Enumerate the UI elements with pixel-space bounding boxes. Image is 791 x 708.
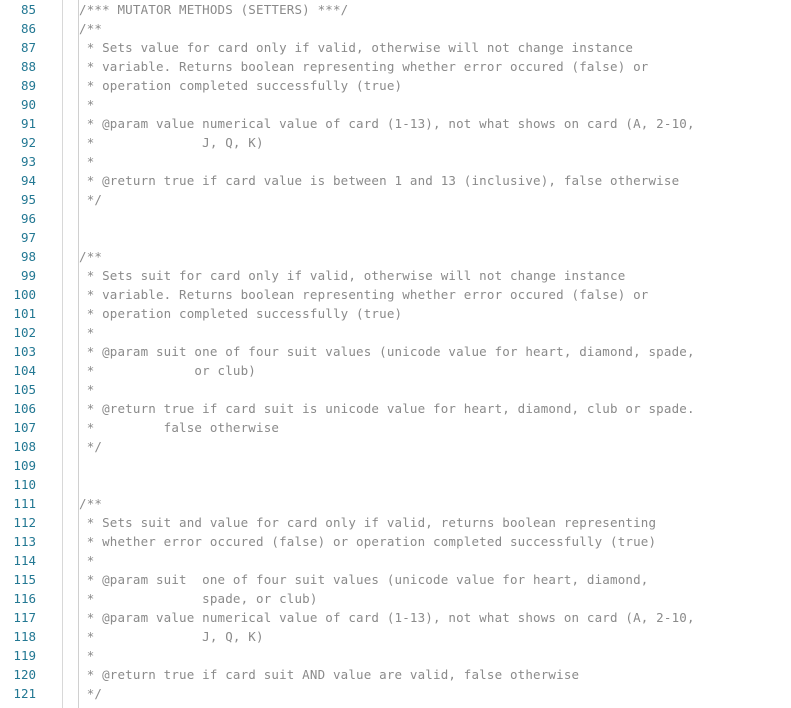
code-text: * operation completed successfully (true) [79,306,403,321]
code-text: * [79,97,95,112]
code-line[interactable] [0,266,791,285]
line-number: 85 [20,2,36,17]
line-number: 96 [20,211,36,226]
code-text: * Sets value for card only if valid, otherwise will not change instance [79,40,634,55]
code-line[interactable] [0,418,791,437]
code-text: * J, Q, K) [79,629,264,644]
code-text: * variable. Returns boolean representing whether error occured (false) or [79,59,649,74]
code-text: * or club) [79,363,256,378]
line-number: 111 [13,496,36,511]
code-text: * [79,154,95,169]
line-number: 110 [13,477,36,492]
line-number: 117 [13,610,36,625]
code-text: /** [79,21,103,36]
line-number: 94 [20,173,36,188]
code-line[interactable] [0,361,791,380]
code-text: /** [79,249,103,264]
line-number: 114 [13,553,36,568]
code-line[interactable] [0,19,791,38]
code-line[interactable] [0,152,791,171]
code-line[interactable] [0,608,791,627]
code-line[interactable] [0,513,791,532]
line-number: 87 [20,40,36,55]
code-line[interactable] [0,399,791,418]
code-line[interactable] [0,190,791,209]
line-number: 88 [20,59,36,74]
line-number: 120 [13,667,36,682]
code-line[interactable] [0,627,791,646]
line-number: 89 [20,78,36,93]
code-text: * [79,648,95,663]
code-line[interactable] [0,456,791,475]
code-text: * operation completed successfully (true) [79,78,403,93]
code-line[interactable] [0,323,791,342]
code-line[interactable] [0,494,791,513]
code-line[interactable] [0,380,791,399]
code-text: * Sets suit and value for card only if valid, returns boolean representing [79,515,657,530]
line-number: 103 [13,344,36,359]
code-line[interactable] [0,0,791,19]
code-text: * @return true if card suit AND value are valid, false otherwise [79,667,580,682]
code-text: */ [79,192,103,207]
code-line[interactable] [0,304,791,323]
code-line[interactable] [0,342,791,361]
line-number: 115 [13,572,36,587]
code-text: /*** MUTATOR METHODS (SETTERS) ***/ [79,2,349,17]
line-number: 91 [20,116,36,131]
line-number: 119 [13,648,36,663]
code-text: * J, Q, K) [79,135,264,150]
code-text: * variable. Returns boolean representing whether error occured (false) or [79,287,649,302]
code-text: * [79,553,95,568]
line-number: 92 [20,135,36,150]
line-number: 108 [13,439,36,454]
code-text: * [79,325,95,340]
code-line[interactable] [0,475,791,494]
code-text: * @param suit one of four suit values (unicode value for heart, diamond, spade, [79,344,695,359]
line-number: 107 [13,420,36,435]
code-text: */ [79,439,103,454]
code-line[interactable] [0,532,791,551]
line-number: 99 [20,268,36,283]
code-text: * @return true if card value is between 1 and 13 (inclusive), false otherwise [79,173,680,188]
line-number: 95 [20,192,36,207]
code-line[interactable] [0,665,791,684]
code-line[interactable] [0,133,791,152]
line-number: 101 [13,306,36,321]
code-text: * Sets suit for card only if valid, otherwise will not change instance [79,268,626,283]
code-text: * [79,382,95,397]
code-line[interactable] [0,57,791,76]
code-text: * @param suit one of four suit values (unicode value for heart, diamond, [79,572,649,587]
line-number: 98 [20,249,36,264]
code-line[interactable] [0,76,791,95]
code-text: * @return true if card suit is unicode value for heart, diamond, club or spade. [79,401,695,416]
code-line[interactable] [0,228,791,247]
code-line[interactable] [0,570,791,589]
code-text: * whether error occured (false) or operation completed successfully (true) [79,534,657,549]
code-line[interactable] [0,285,791,304]
code-line[interactable] [0,646,791,665]
code-line[interactable] [0,247,791,266]
line-number: 116 [13,591,36,606]
line-number: 100 [13,287,36,302]
code-line[interactable] [0,551,791,570]
code-line[interactable] [0,437,791,456]
line-number: 113 [13,534,36,549]
code-text: */ [79,686,103,701]
code-text: * spade, or club) [79,591,318,606]
line-number: 105 [13,382,36,397]
code-line[interactable] [0,684,791,703]
line-number: 121 [13,686,36,701]
code-text: * @param value numerical value of card (1-13), not what shows on card (A, 2-10, [79,610,695,625]
line-number: 112 [13,515,36,530]
line-number: 118 [13,629,36,644]
code-line[interactable] [0,209,791,228]
code-line[interactable] [0,114,791,133]
code-line[interactable] [0,589,791,608]
line-number: 90 [20,97,36,112]
line-number: 93 [20,154,36,169]
line-number: 97 [20,230,36,245]
line-number: 102 [13,325,36,340]
code-text: * false otherwise [79,420,280,435]
code-line[interactable] [0,171,791,190]
line-number: 106 [13,401,36,416]
code-text: * @param value numerical value of card (1-13), not what shows on card (A, 2-10, [79,116,695,131]
line-number: 86 [20,21,36,36]
code-text: /** [79,496,103,511]
line-number: 104 [13,363,36,378]
code-line[interactable] [0,95,791,114]
line-number: 109 [13,458,36,473]
code-line[interactable] [0,38,791,57]
